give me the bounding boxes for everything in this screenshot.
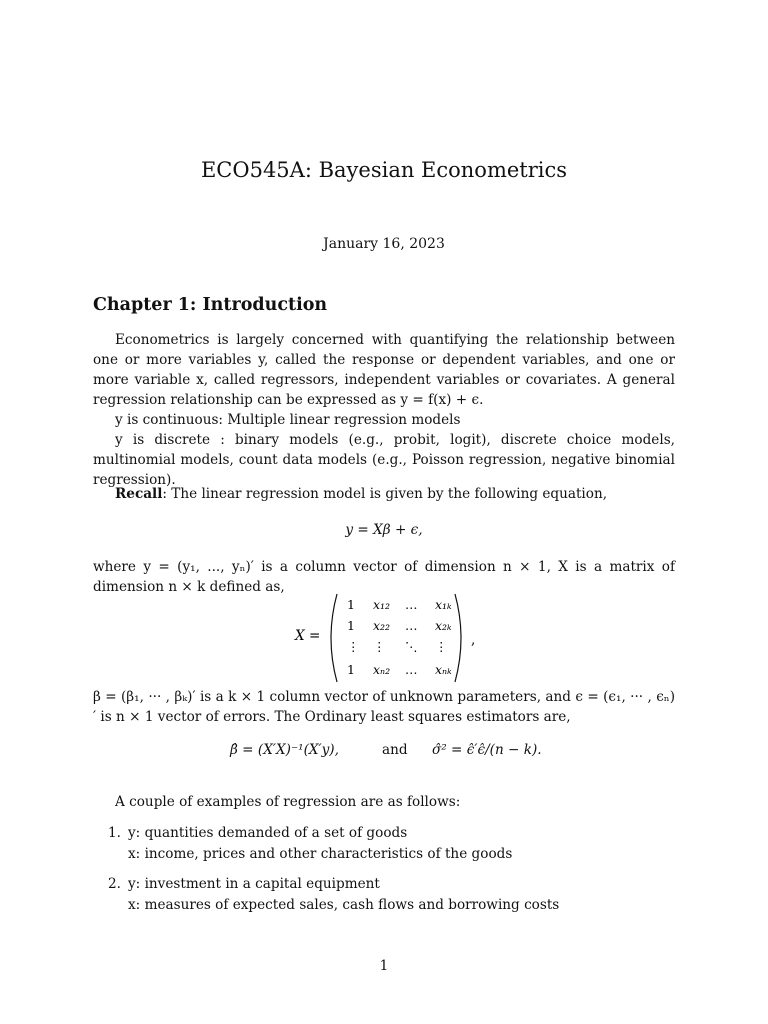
list-item (108, 823, 512, 865)
matrix-cell: x₁₂ (373, 597, 391, 612)
list-number: 2. (108, 876, 121, 892)
page-number: 1 (379, 958, 389, 974)
recall-paragraph (93, 484, 675, 504)
matrix-cell: ⋮ (373, 639, 386, 654)
ols-and: and (382, 742, 408, 758)
ols-sigma: σ̂² = ϵ̂′ϵ̂/(n − k). (432, 742, 542, 758)
example-y: y: investment in a capital equipment (128, 876, 380, 892)
matrix-cell: xₙₖ (435, 662, 452, 677)
examples-intro: A couple of examples of regression are as follows: (115, 794, 461, 810)
matrix-cell: ⋮ (347, 639, 360, 654)
chapter-heading: Chapter 1: Introduction (93, 295, 328, 315)
matrix-cell: 1 (347, 597, 355, 612)
matrix-cell: ⋱ (405, 639, 418, 654)
intro-section (93, 330, 675, 490)
intro-paragraph: Econometrics is largely concerned with quantifying the relationship between one or more variables y, called the response or dependent variables, and one or more variable x, called regressors, independent variables or covariates. A general regression relationship can be expressed as y = f(x) + ϵ. (93, 332, 675, 408)
example-x: x: measures of expected sales, cash flows and borrowing costs (128, 897, 560, 913)
matrix-right-paren (455, 594, 461, 682)
ols-beta: β̂ = (X′X)⁻¹(X′y), (230, 742, 339, 758)
matrix-cell: 1 (347, 662, 355, 677)
example-x: x: income, prices and other characteristics of the goods (128, 846, 513, 862)
matrix-lhs: X = (295, 628, 321, 644)
matrix-cell: x₂₂ (373, 618, 391, 633)
example-y: y: quantities demanded of a set of goods (128, 825, 408, 841)
regression-equation: y = Xβ + ϵ, (345, 522, 423, 538)
matrix-cell: ⋮ (435, 639, 448, 654)
document-date: January 16, 2023 (323, 236, 445, 252)
list-number: 1. (108, 825, 121, 841)
matrix-trailing-comma: , (471, 632, 476, 648)
matrix-left-paren (331, 594, 337, 682)
matrix-cell: 1 (347, 618, 355, 633)
matrix-cell: xₙ₂ (373, 662, 391, 677)
discrete-line: y is discrete : binary models (e.g., probit, logit), discrete choice models, multinomial models, count data models (e.g., Poisson regression, negative binomial regression). (93, 432, 675, 488)
matrix-cell: … (405, 662, 418, 677)
matrix-cell: x₁ₖ (435, 597, 452, 612)
where-paragraph: where y = (y₁, ..., yₙ)′ is a column vector of dimension n × 1, X is a matrix of dimension n × k defined as, (93, 559, 675, 595)
recall-text: : The linear regression model is given by the following equation, (162, 486, 608, 502)
continuous-line: y is continuous: Multiple linear regression models (115, 412, 461, 428)
document-title: ECO545A: Bayesian Econometrics (200, 158, 568, 182)
beta-paragraph: β = (β₁, ··· , βₖ)′ is a k × 1 column vector of unknown parameters, and ϵ = (ϵ₁, ··· , ϵₙ)′ is n × 1 vector of errors. The Ordinary least squares estimators are, (93, 689, 675, 725)
matrix-cell: x₂ₖ (435, 618, 452, 633)
recall-label: Recall (115, 486, 163, 502)
list-item (108, 874, 559, 916)
matrix-cell: … (405, 597, 418, 612)
matrix-cell: … (405, 618, 418, 633)
